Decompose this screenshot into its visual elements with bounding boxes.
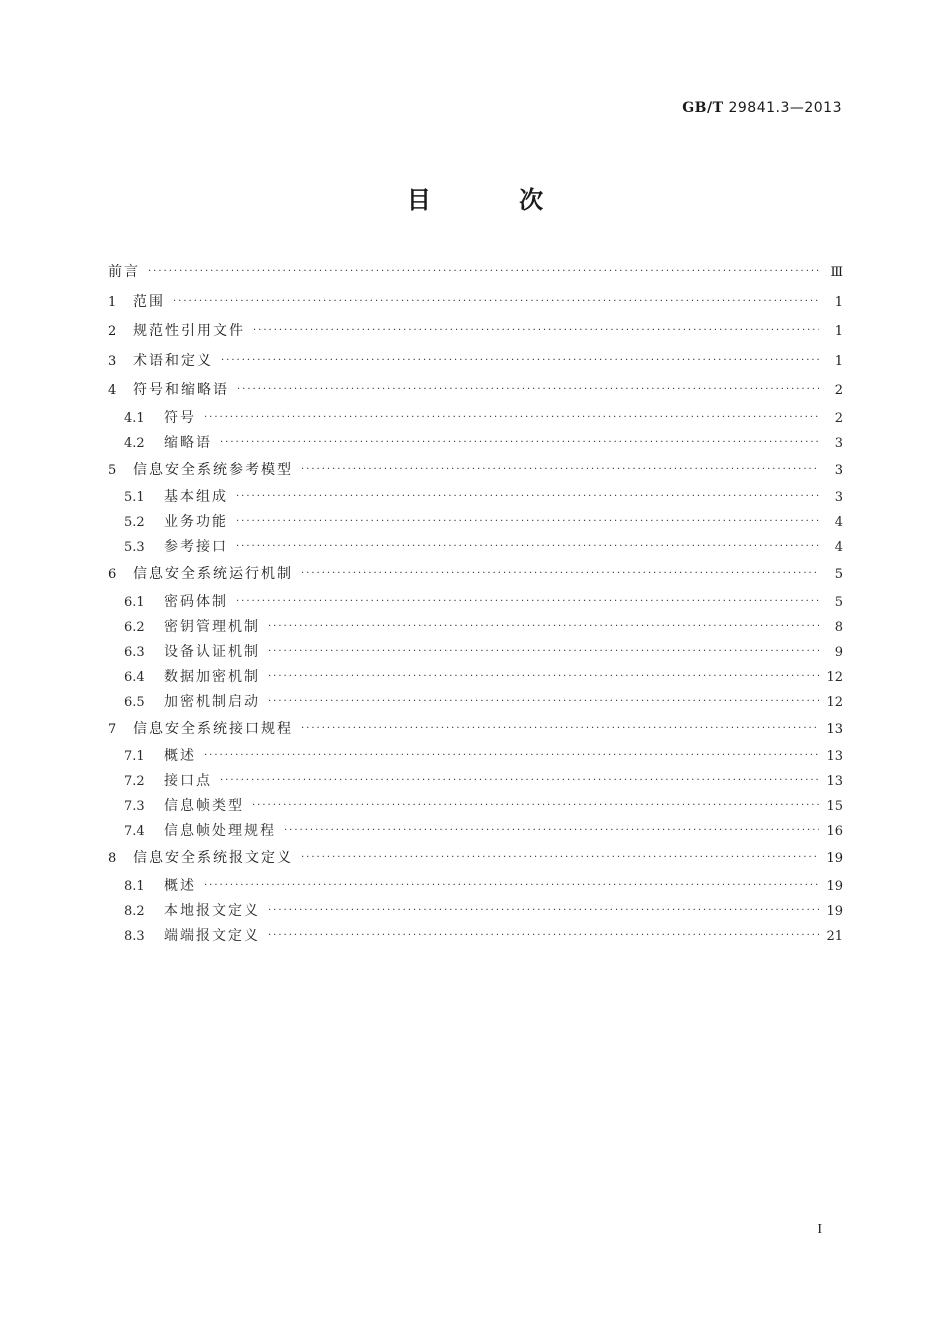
toc-entry[interactable]	[108, 899, 843, 924]
toc-dot-leader	[220, 430, 819, 455]
toc-entry[interactable]	[108, 406, 843, 431]
toc-dot-leader	[301, 455, 819, 485]
toc-entry-title: 符号和缩略语	[133, 382, 229, 398]
toc-dot-leader	[204, 743, 819, 768]
toc-entry-title: 基本组成	[164, 489, 228, 505]
toc-entry-title: 参考接口	[164, 539, 228, 555]
toc-entry-title: 符号	[164, 409, 196, 426]
toc-entry-page: 13	[826, 774, 843, 789]
toc-entry-page: 3	[834, 462, 843, 478]
toc-entry-number: 4.1	[124, 410, 145, 426]
toc-entry-number: 4.2	[124, 435, 145, 451]
toc-entry-page: Ⅲ	[830, 265, 843, 280]
toc-entry-number: 8.3	[124, 928, 145, 944]
toc-dot-leader	[268, 898, 819, 923]
toc-entry-title: 业务功能	[164, 514, 228, 530]
toc-entry-title: 缩略语	[164, 434, 212, 451]
toc-entry-page: 5	[834, 567, 843, 582]
toc-entry[interactable]	[108, 665, 843, 690]
toc-entry-page: 1	[834, 353, 843, 369]
toc-entry-number: 6.3	[124, 644, 145, 660]
toc-dot-leader	[236, 509, 819, 534]
toc-entry-number: 7	[108, 721, 117, 737]
toc-dot-leader	[204, 405, 819, 430]
toc-entry-page: 12	[826, 694, 843, 710]
standard-number: 29841.3—2013	[728, 100, 842, 116]
toc-entry-title: 概述	[164, 877, 196, 894]
standard-code	[682, 100, 842, 116]
toc-entry-number: 3	[108, 353, 117, 369]
toc-entry-page: 3	[834, 435, 843, 451]
toc-entry-number: 6.2	[124, 619, 145, 635]
toc-dot-leader	[237, 375, 819, 405]
toc-entry-title: 密码体制	[164, 593, 228, 610]
toc-entry[interactable]	[108, 456, 843, 486]
toc-dot-leader	[221, 346, 819, 376]
toc-entry-page: 1	[834, 324, 843, 339]
toc-dot-leader	[236, 589, 819, 614]
toc-dot-leader	[301, 559, 819, 589]
table-of-contents	[108, 258, 843, 949]
toc-dot-leader	[236, 484, 819, 509]
toc-entry-number: 6.1	[124, 594, 145, 610]
toc-entry-title: 设备认证机制	[164, 643, 260, 660]
toc-entry-page: 21	[826, 928, 843, 944]
toc-entry[interactable]	[108, 485, 843, 510]
toc-entry[interactable]	[108, 615, 843, 640]
toc-entry-title: 信息安全系统运行机制	[133, 566, 293, 582]
toc-entry-number: 5.3	[124, 540, 145, 555]
toc-entry-page: 12	[826, 669, 843, 685]
standard-prefix: GB/T	[682, 100, 724, 116]
toc-entry-number: 7.2	[124, 774, 145, 789]
toc-entry[interactable]	[108, 347, 843, 377]
toc-entry-page: 13	[826, 749, 843, 764]
toc-entry-number: 5	[108, 462, 117, 478]
toc-entry[interactable]	[108, 769, 843, 794]
toc-entry-number: 7.4	[124, 824, 145, 839]
toc-entry[interactable]	[108, 535, 843, 560]
toc-entry-title: 加密机制启动	[164, 693, 260, 710]
toc-dot-leader	[301, 714, 819, 744]
toc-entry-page: 13	[826, 721, 843, 737]
toc-entry-title: 规范性引用文件	[133, 323, 245, 339]
toc-dot-leader	[268, 689, 819, 714]
toc-entry-page: 3	[834, 490, 843, 505]
toc-entry[interactable]	[108, 431, 843, 456]
toc-entry[interactable]	[108, 844, 843, 874]
toc-dot-leader	[268, 923, 819, 948]
toc-entry-title: 术语和定义	[133, 352, 213, 369]
toc-entry-number: 7.3	[124, 799, 145, 814]
toc-entry-title: 前言	[108, 264, 140, 280]
toc-entry-title: 端端报文定义	[164, 927, 260, 944]
toc-entry-page: 4	[834, 540, 843, 555]
toc-entry[interactable]	[108, 288, 843, 318]
page-title: 目 次	[406, 186, 584, 214]
toc-entry[interactable]	[108, 317, 843, 347]
toc-entry-title: 信息帧类型	[164, 798, 244, 814]
toc-dot-leader	[301, 843, 819, 873]
toc-dot-leader	[268, 614, 819, 639]
toc-entry-page: 9	[834, 644, 843, 660]
toc-entry-title: 信息安全系统接口规程	[133, 720, 293, 737]
toc-entry-number: 8.1	[124, 878, 145, 894]
toc-dot-leader	[284, 818, 819, 843]
toc-entry-number: 5.2	[124, 515, 145, 530]
toc-entry[interactable]	[108, 510, 843, 535]
toc-dot-leader	[268, 639, 819, 664]
toc-entry-number: 5.1	[124, 490, 145, 505]
toc-entry[interactable]	[108, 715, 843, 745]
toc-dot-leader	[268, 664, 819, 689]
toc-entry[interactable]	[108, 258, 843, 288]
toc-dot-leader	[173, 287, 819, 317]
toc-entry-page: 5	[834, 594, 843, 610]
toc-dot-leader	[252, 793, 819, 818]
page-number: I	[817, 1222, 822, 1237]
toc-entry-page: 19	[826, 851, 843, 866]
toc-entry-title: 信息安全系统参考模型	[133, 461, 293, 478]
toc-entry-title: 范围	[133, 293, 165, 310]
toc-entry-page: 4	[834, 515, 843, 530]
toc-entry-title: 本地报文定义	[164, 902, 260, 919]
toc-entry-page: 1	[834, 294, 843, 310]
toc-entry[interactable]	[108, 924, 843, 949]
toc-entry-title: 信息安全系统报文定义	[133, 850, 293, 866]
toc-entry-number: 6.5	[124, 694, 145, 710]
toc-entry[interactable]	[108, 560, 843, 590]
toc-entry[interactable]	[108, 874, 843, 899]
toc-entry-title: 接口点	[164, 773, 212, 789]
toc-entry[interactable]	[108, 590, 843, 615]
toc-entry[interactable]	[108, 640, 843, 665]
toc-entry-page: 8	[834, 619, 843, 635]
toc-entry-page: 15	[826, 799, 843, 814]
toc-dot-leader	[253, 316, 819, 346]
toc-entry[interactable]	[108, 744, 843, 769]
toc-dot-leader	[236, 534, 819, 559]
toc-entry[interactable]	[108, 690, 843, 715]
toc-entry-page: 2	[834, 410, 843, 426]
toc-dot-leader	[148, 257, 819, 287]
toc-dot-leader	[204, 873, 819, 898]
toc-entry-number: 7.1	[124, 749, 145, 764]
toc-entry-title: 密钥管理机制	[164, 618, 260, 635]
toc-entry-title: 概述	[164, 748, 196, 764]
toc-entry-number: 8.2	[124, 903, 145, 919]
toc-entry-title: 信息帧处理规程	[164, 823, 276, 839]
toc-entry-number: 2	[108, 324, 117, 339]
toc-entry-number: 4	[108, 383, 117, 398]
toc-entry-title: 数据加密机制	[164, 668, 260, 685]
toc-entry-page: 19	[826, 878, 843, 894]
toc-entry-number: 8	[108, 851, 117, 866]
toc-entry-page: 16	[826, 824, 843, 839]
toc-entry[interactable]	[108, 376, 843, 406]
toc-entry-number: 6	[108, 567, 117, 582]
toc-entry[interactable]	[108, 819, 843, 844]
toc-entry-page: 19	[826, 903, 843, 919]
toc-entry-page: 2	[834, 383, 843, 398]
toc-entry[interactable]	[108, 794, 843, 819]
toc-dot-leader	[220, 768, 819, 793]
toc-entry-number: 1	[108, 294, 117, 310]
toc-entry-number: 6.4	[124, 669, 145, 685]
